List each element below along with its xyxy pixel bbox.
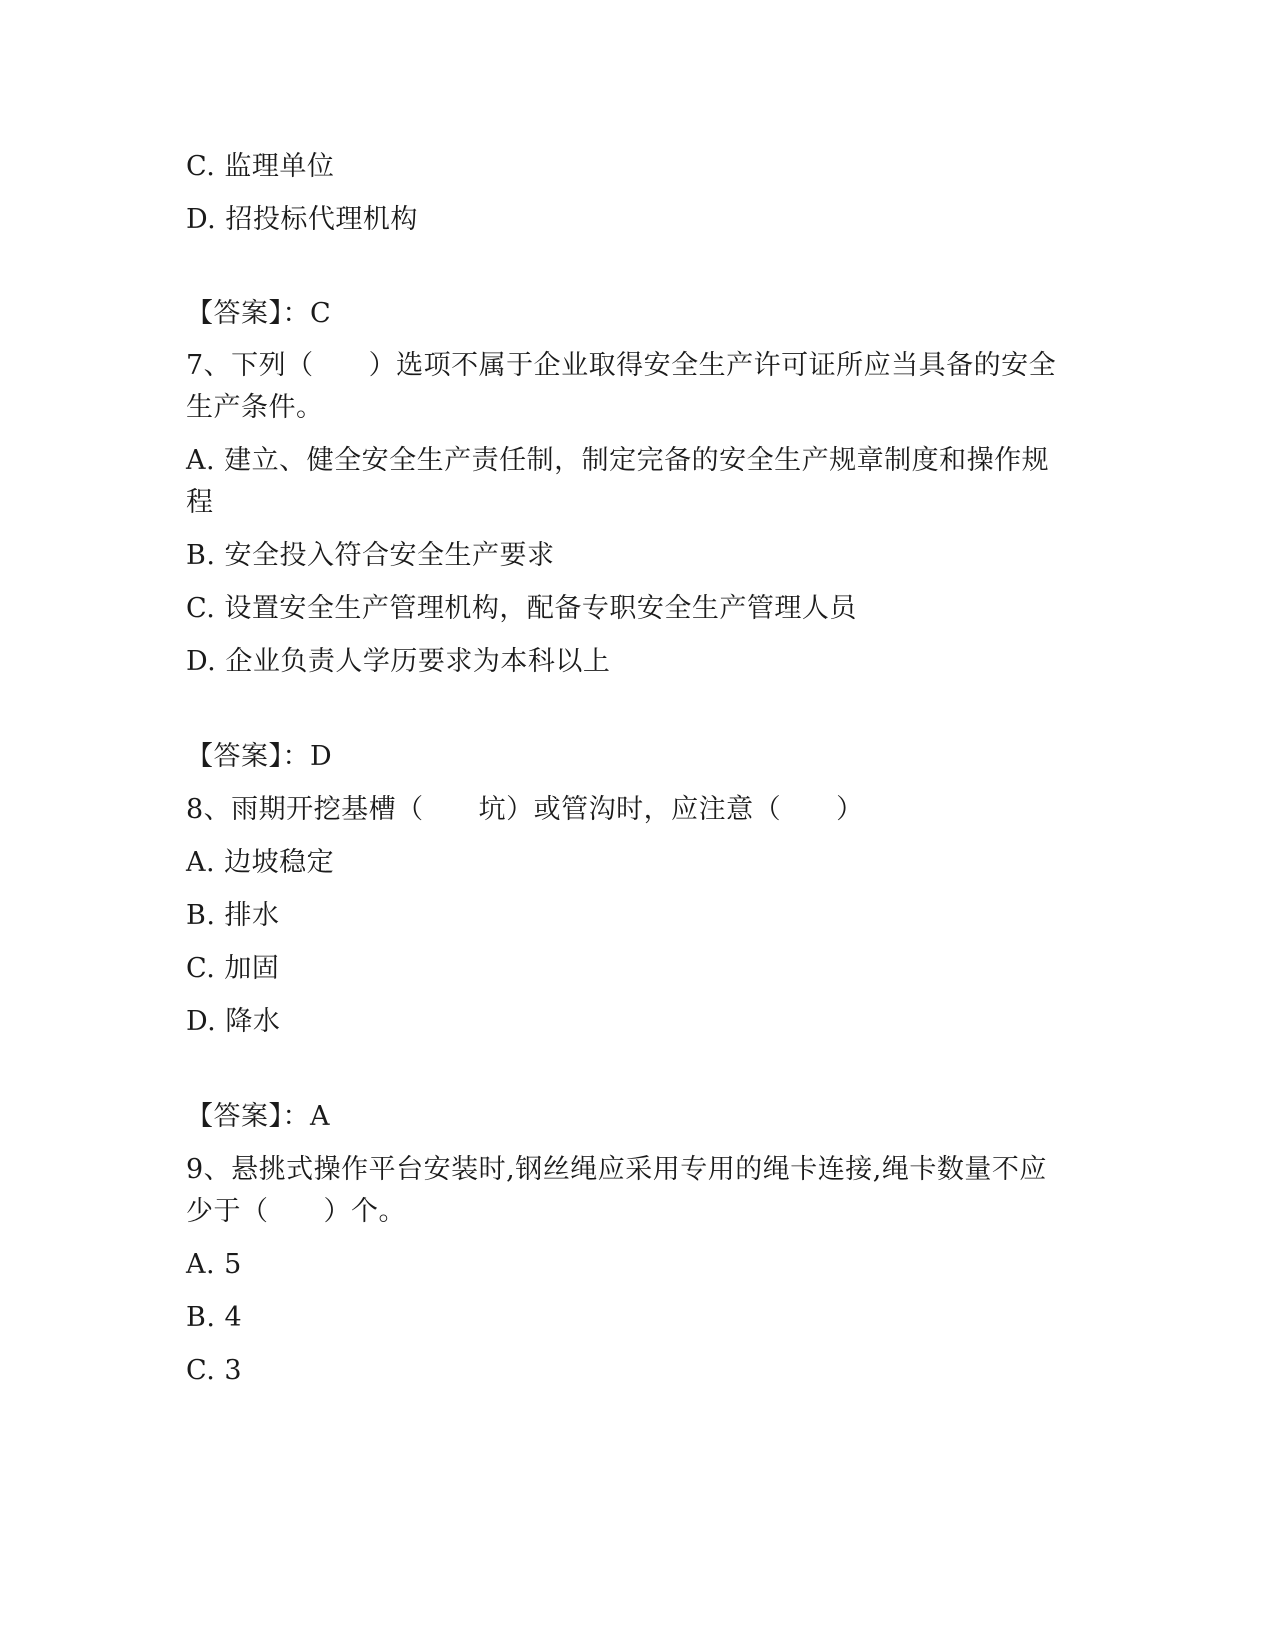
q8-option-d: D. 降水	[186, 1006, 281, 1037]
q9-option-a: A. 5	[186, 1249, 242, 1280]
q7-option-c: C. 设置安全生产管理机构，配备专职安全生产管理人员	[186, 593, 857, 624]
q7-answer: 【答案】：D	[186, 741, 333, 772]
q6-option-d: D. 招投标代理机构	[186, 204, 418, 235]
q8-option-c: C. 加固	[186, 953, 280, 984]
q9-option-b: B. 4	[186, 1302, 243, 1333]
q9-question: 9、悬挑式操作平台安装时,钢丝绳应采用专用的绳卡连接,绳卡数量不应少于（ ）个。	[186, 1154, 1047, 1227]
q8-option-b: B. 排水	[186, 900, 280, 931]
q8-answer: 【答案】：A	[186, 1101, 330, 1132]
q6-answer: 【答案】：C	[186, 298, 332, 329]
q7-question: 7、下列（ ）选项不属于企业取得安全生产许可证所应当具备的安全生产条件。	[186, 350, 1057, 423]
q6-option-c: C. 监理单位	[186, 151, 335, 182]
q8-question: 8、雨期开挖基槽（ 坑）或管沟时，应注意（ ）	[186, 794, 864, 825]
q7-option-b: B. 安全投入符合安全生产要求	[186, 540, 555, 571]
q7-option-a: A. 建立、健全安全生产责任制，制定完备的安全生产规章制度和操作规程	[186, 445, 1050, 518]
q8-option-a: A. 边坡稳定	[186, 847, 335, 878]
q9-option-c: C. 3	[186, 1355, 243, 1386]
q7-option-d: D. 企业负责人学历要求为本科以上	[186, 646, 611, 677]
